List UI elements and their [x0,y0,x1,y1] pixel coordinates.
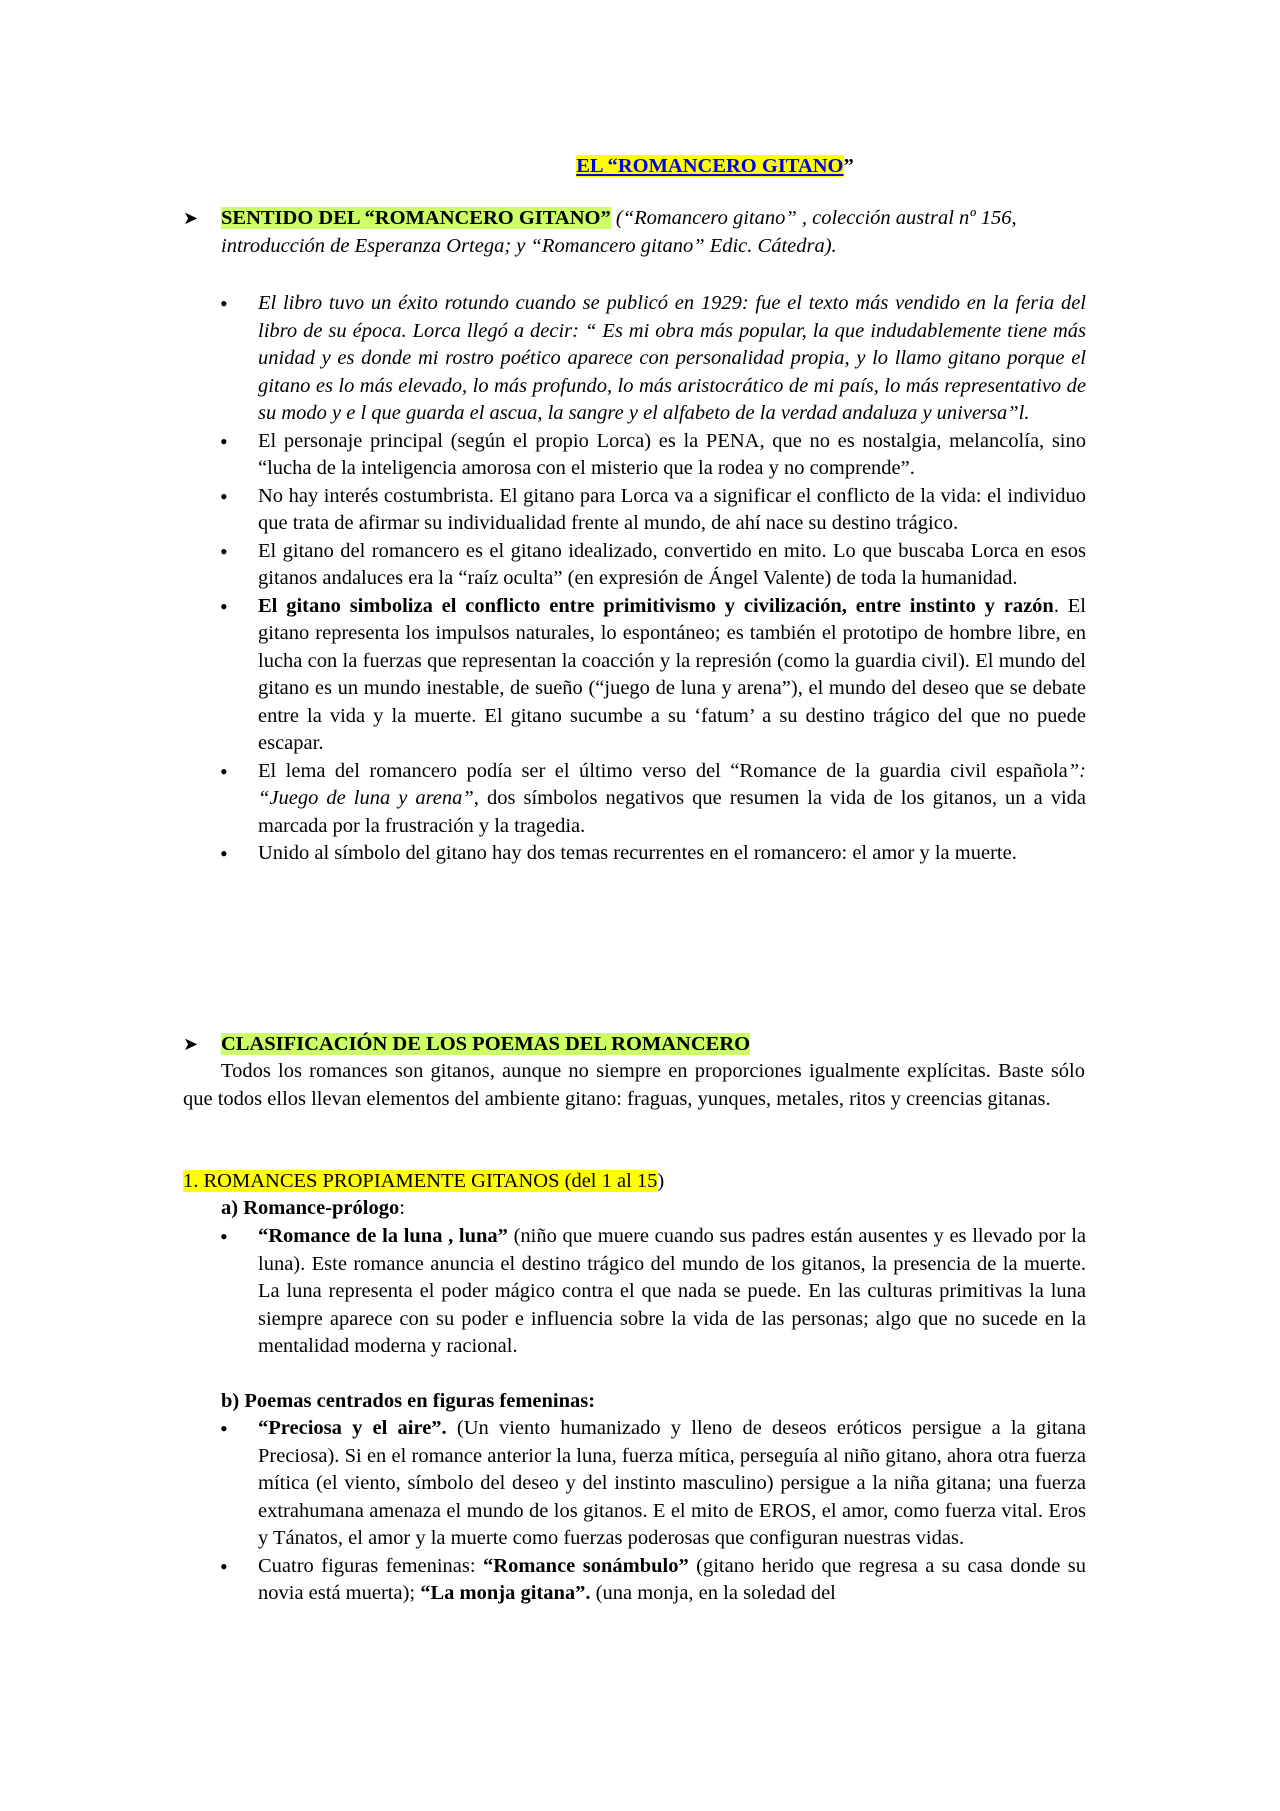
section-clasificacion-heading [183,1031,1085,1059]
sentido-bullet-list [220,290,1086,868]
section-sentido [183,205,1085,260]
list-item [220,538,1086,593]
bullet-text: El libro tuvo un éxito rotundo cuando se publicó en 1929: fue el texto más vendido en la feria del libro de su época. Lorca llegó a decir: “ Es mi obra más popular, la que indudablemente tiene más unidad y es donde mi rostro poético aparece con personalidad propia, y lo llamo gitano porque el gitano es lo más elevado, lo más profundo, lo más aristocrático de mi país, lo más representativo de su modo y e l que guarda el ascua, la sangre y el alfabeto de la verdad andaluza y universa”l. [258,292,1086,424]
section-clasificacion [183,1031,1085,1059]
bullet-text: Unido al símbolo del gitano hay dos temas recurrentes en el romancero: el amor y la muerte. [258,842,1017,864]
arrow-bullet-icon: ➤ [183,208,199,229]
section-sentido-title: SENTIDO DEL “ROMANCERO GITANO” [221,207,611,229]
subsection-title: 1. ROMANCES PROPIAMENTE GITANOS (del 1 al 15 [183,1170,658,1192]
bullet-italic-text: ”: “Juego de luna y arena”, [258,759,1086,809]
bullet-text: Cuatro figuras femeninas: [258,1554,484,1577]
subheading-romance-prologo [221,1195,405,1223]
list-item [220,1415,1086,1553]
bullet-bold-text: “Romance de la luna , luna” [258,1225,508,1247]
section-clasificacion-title: CLASIFICACIÓN DE LOS POEMAS DEL ROMANCERO [221,1033,751,1055]
list-item [220,290,1086,428]
list-item [220,840,1086,868]
prologo-bullet-list [220,1223,1086,1361]
bullet-text: (una monja, en la soledad del [590,1582,836,1604]
list-item [220,593,1086,758]
list-item [220,428,1086,483]
section-sentido-heading [183,205,1085,260]
list-item [220,483,1086,538]
list-item [220,1553,1086,1608]
title-suffix: ” [843,155,854,177]
bullet-text: (Un viento humanizado y lleno de deseos eróticos persigue a la gitana Preciosa). Si en el romance anterior la luna, fuerza mítica, perseguía al niño gitano, ahora otra fuerza mítica (el viento, símbolo del deseo y del instinto masculino) persigue a la niña gitana; una fuerza extrahumana amenaza el mundo de los gitanos. E el mito de EROS, el amor, como fuerza vital. Eros y Tánatos, el amor y la muerte como fuerzas poderosas que configuran nuestras vidas. [258,1417,1086,1549]
title-main: ROMANCERO GITANO [617,155,844,177]
bullet-bold-text: “La monja gitana”. [420,1582,591,1604]
bullet-text: El gitano del romancero es el gitano idealizado, convertido en mito. Lo que buscaba Lorca en esos gitanos andaluces era la “raíz oculta” (en expresión de Ángel Valente) de toda la humanidad. [258,539,1086,589]
femeninas-bullet-list [220,1415,1086,1608]
subheading-a-colon: : [399,1197,405,1219]
subsection-title-close: ) [657,1170,665,1192]
list-item [220,1223,1086,1361]
bullet-text: (niño que muere cuando sus padres están ausentes y es llevado por la luna). Este romance anuncia el destino trágico del mundo de los gitanos, la presencia de la muerte. La luna representa el poder mágico contra el que nada se puede. En las culturas primitivas la luna siempre aparece con su poder e influencia sobre la vida de las personas; algo que no sucede en la mentalidad moderna y racional. [258,1225,1086,1357]
subsection-romances-gitanos [183,1168,664,1196]
subheading-a: a) Romance-prólogo [221,1197,400,1219]
subheading-b: b) Poemas centrados en figuras femeninas: [221,1390,596,1412]
subheading-figuras-femeninas [221,1388,595,1416]
bullet-text: . El gitano representa los impulsos naturales, lo espontáneo; es también el prototipo de hombre libre, en lucha con la fuerzas que representan la coacción y la represión (como la guardia civil). El mundo del gitano es un mundo inestable, de sueño (“juego de luna y arena”), el mundo del deseo que se debate entre la vida y la muerte. El gitano sucumbe a su ‘fatum’ a su destino trágico del que no puede escapar. [258,594,1086,754]
clasificacion-intro: Todos los romances son gitanos, aunque no siempre en proporciones igualmente explícitas. Baste sólo que todos ellos llevan elementos del ambiente gitano: fraguas, yunques, metales, ritos y creencias gitanas. [183,1060,1085,1110]
title-prefix: EL “ [576,155,618,177]
bullet-text: dos símbolos negativos que resumen la vida de los gitanos, un a vida marcada por la frustración y la tragedia. [258,787,1086,837]
bullet-text: El personaje principal (según el propio Lorca) es la PENA, que no es nostalgia, melancolía, sino “lucha de la inteligencia amorosa con el misterio que la rodea y no comprende”. [258,429,1086,479]
bullet-bold-text: “Romance sonámbulo” [483,1554,689,1577]
section-sentido-note: (“Romancero gitano” , colección austral nº 156, introducción de Esperanza Ortega; y “Romancero gitano” Edic. Cátedra). [221,207,1017,257]
bullet-bold-text: “Preciosa y el aire”. [258,1417,447,1439]
bullet-bold-text: El gitano simboliza el conflicto entre primitivismo y civilización, entre instinto y razón [258,594,1054,617]
arrow-bullet-icon: ➤ [183,1034,199,1055]
list-item [220,758,1086,841]
bullet-text: No hay interés costumbrista. El gitano para Lorca va a significar el conflicto de la vida: el individuo que trata de afirmar su individualidad frente al mundo, de ahí nace su destino trágico. [258,484,1086,534]
title-highlight [576,155,843,177]
page-title [0,153,1280,181]
bullet-text: El lema del romancero podía ser el último verso del “Romance de la guardia civil española [258,759,1068,782]
bullet-text: (gitano herido que regresa a su casa donde su novia está muerta); [258,1554,1086,1604]
